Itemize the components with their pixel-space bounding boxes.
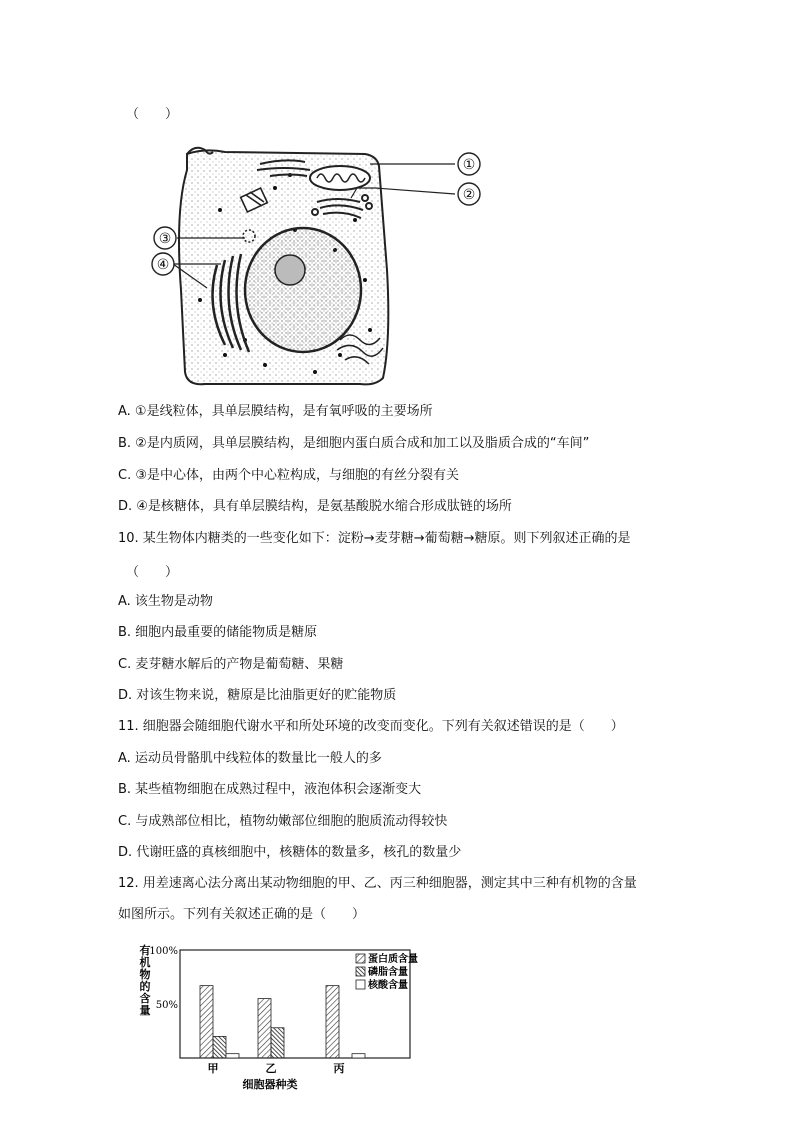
q10-option-a: A. 该生物是动物 bbox=[118, 594, 213, 609]
ylabel-char: 机 bbox=[139, 956, 151, 969]
organelle-composition-chart bbox=[130, 940, 430, 1100]
q10-answer-paren: （ ） bbox=[126, 565, 179, 580]
xtick-label: 乙 bbox=[265, 1062, 277, 1075]
bar bbox=[213, 1036, 226, 1058]
q9-option-d: D. ④是核糖体，具有单层膜结构，是氨基酸脱水缩合形成肽链的场所 bbox=[118, 499, 512, 514]
q11-option-d: D. 代谢旺盛的真核细胞中，核糖体的数量多，核孔的数量少 bbox=[118, 845, 462, 860]
bar bbox=[226, 1054, 239, 1058]
q9-answer-paren: （ ） bbox=[126, 107, 179, 122]
q11-option-c: C. 与成熟部位相比，植物幼嫩部位细胞的胞质流动得较快 bbox=[118, 814, 448, 829]
ylabel-char: 有 bbox=[139, 944, 151, 957]
ylabel-char: 含 bbox=[139, 992, 151, 1005]
q11-option-a: A. 运动员骨骼肌中线粒体的数量比一般人的多 bbox=[118, 751, 382, 766]
ytick-label: 100% bbox=[149, 946, 178, 957]
ylabel-char: 的 bbox=[139, 980, 151, 993]
bar bbox=[200, 986, 213, 1058]
legend-swatch bbox=[356, 967, 365, 976]
q9-option-a: A. ①是线粒体，具单层膜结构，是有氧呼吸的主要场所 bbox=[118, 404, 433, 419]
q11-option-b: B. 某些植物细胞在成熟过程中，液泡体积会逐渐变大 bbox=[118, 782, 422, 797]
q12-stem-line1: 12. 用差速离心法分离出某动物细胞的甲、乙、丙三种细胞器，测定其中三种有机物的含量 bbox=[118, 876, 637, 891]
mitochondrion bbox=[310, 166, 370, 190]
label-2: ② bbox=[462, 187, 476, 203]
bar bbox=[326, 986, 339, 1058]
nucleus bbox=[245, 228, 361, 352]
q11-stem: 11. 细胞器会随细胞代谢水平和所处环境的改变而变化。下列有关叙述错误的是（ ） bbox=[118, 719, 624, 734]
xlabel: 细胞器种类 bbox=[242, 1078, 298, 1091]
legend-label: 核酸含量 bbox=[368, 980, 408, 991]
bar bbox=[258, 999, 271, 1058]
label-4: ④ bbox=[156, 257, 170, 273]
q9-option-b: B. ②是内质网，具单层膜结构，是细胞内蛋白质合成和加工以及脂质合成的“车间” bbox=[118, 436, 590, 451]
label-3: ③ bbox=[158, 231, 172, 247]
ylabel-char: 物 bbox=[139, 968, 151, 981]
xtick-label: 甲 bbox=[207, 1062, 219, 1075]
xtick-label: 丙 bbox=[333, 1062, 345, 1075]
legend-label: 蛋白质含量 bbox=[368, 954, 418, 965]
q10-option-b: B. 细胞内最重要的储能物质是糖原 bbox=[118, 625, 318, 640]
bar bbox=[271, 1028, 284, 1058]
ylabel-char: 量 bbox=[139, 1004, 151, 1017]
q12-stem-line2: 如图所示。下列有关叙述正确的是（ ） bbox=[118, 907, 366, 922]
q10-option-c: C. 麦芽糖水解后的产物是葡萄糖、果糖 bbox=[118, 657, 344, 672]
animal-cell-diagram bbox=[125, 140, 495, 390]
legend-label: 磷脂含量 bbox=[368, 967, 408, 978]
legend-swatch bbox=[356, 980, 365, 989]
bar bbox=[352, 1054, 365, 1058]
label-1: ① bbox=[462, 157, 476, 173]
legend-swatch bbox=[356, 954, 365, 963]
q10-option-d: D. 对该生物来说，糖原是比油脂更好的贮能物质 bbox=[118, 688, 397, 703]
q9-option-c: C. ③是中心体，由两个中心粒构成，与细胞的有丝分裂有关 bbox=[118, 468, 459, 483]
ytick-label: 50% bbox=[155, 1000, 178, 1011]
q10-stem: 10. 某生物体内糖类的一些变化如下：淀粉→麦芽糖→葡萄糖→糖原。则下列叙述正确的是 bbox=[118, 531, 631, 546]
